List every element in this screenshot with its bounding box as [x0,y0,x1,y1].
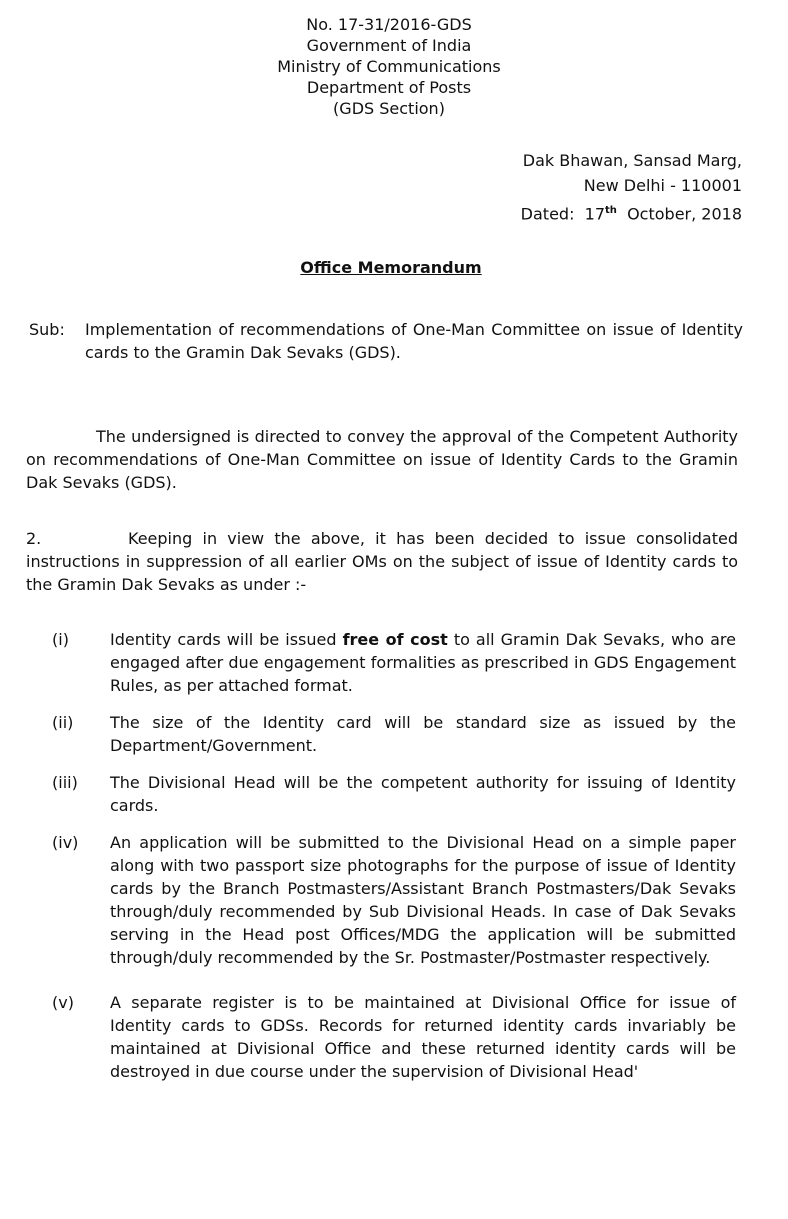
list-item-number: (iv) [52,833,79,852]
address-line-1: Dak Bhawan, Sansad Marg, [522,151,742,170]
section-line: (GDS Section) [333,99,445,118]
file-number: No. 17-31/2016-GDS [306,15,472,34]
list-item-number: (v) [52,993,74,1012]
list-item [52,991,736,1083]
date-line [521,198,742,226]
date-day: 17 [584,204,605,224]
subject-block [29,318,743,364]
subject-label: Sub: [29,320,65,339]
address-block [521,148,742,226]
paragraph-2-text: Keeping in view the above, it has been decided to issue consolidated instructions in suppression of all earlier OMs on the subject of issue of Identity cards to the Gramin Dak Sevaks as under :- [26,529,738,594]
memo-title-text: Office Memorandum [300,258,482,277]
list-item-text: An application will be submitted to the Divisional Head on a simple paper along with two passport size photographs for the purpose of issue of Identity cards by the Branch Postmasters/Assistant Branch Postmasters/Dak Sevaks through/duly recommended by Sub Divisional Heads. In case of Dak Sevaks serving in the Head post Offices/MDG the application will be submitted through/duly recommended by the Sr. Postmaster/Postmaster respectively. [110,833,736,967]
instruction-list [52,628,736,1097]
letterhead [0,14,788,119]
list-item [52,831,736,969]
list-item-text: The size of the Identity card will be standard size as issued by the Department/Government. [110,713,736,755]
list-item-number: (i) [52,630,69,649]
address-line-2: New Delhi - 110001 [583,176,742,195]
subject-text: Implementation of recommendations of One-Man Committee on issue of Identity cards to the Gramin Dak Sevaks (GDS). [85,320,743,362]
date-day-suffix: th [605,205,617,216]
list-item [52,628,736,697]
memo-title [0,258,788,277]
paragraph-1: The undersigned is directed to convey the approval of the Competent Authority on recommendations of One-Man Committee on issue of Identity Cards to the Gramin Dak Sevaks (GDS). [26,427,738,492]
government-line: Government of India [306,36,472,55]
list-item-number: (ii) [52,713,74,732]
item-text-end: to all Gramin Dak Sevaks, who are engaged after due engagement formalities as prescribed in GDS Engagement Rules, as per attached format. [110,630,736,695]
list-item [52,771,736,817]
paragraph-2-number: 2. [26,529,42,548]
item-text-bold: free of cost [342,630,448,649]
list-item [52,711,736,757]
list-item-number: (iii) [52,773,78,792]
paragraph-2 [26,527,738,596]
list-item-text: The Divisional Head will be the competent authority for issuing of Identity cards. [110,773,736,815]
item-text-start: Identity cards will be issued [110,630,343,649]
dated-label: Dated: [520,204,575,224]
list-item-text [110,628,736,697]
department-line: Department of Posts [306,78,472,97]
list-item-text: A separate register is to be maintained at Divisional Office for issue of Identity cards to GDSs. Records for returned identity cards invariably be maintained at Divisional Office and these returned identity cards will be destroyed in due course under the supervision of Divisional Head' [110,993,736,1081]
ministry-line: Ministry of Communications [277,57,501,76]
date-month-year: October, 2018 [627,204,742,224]
